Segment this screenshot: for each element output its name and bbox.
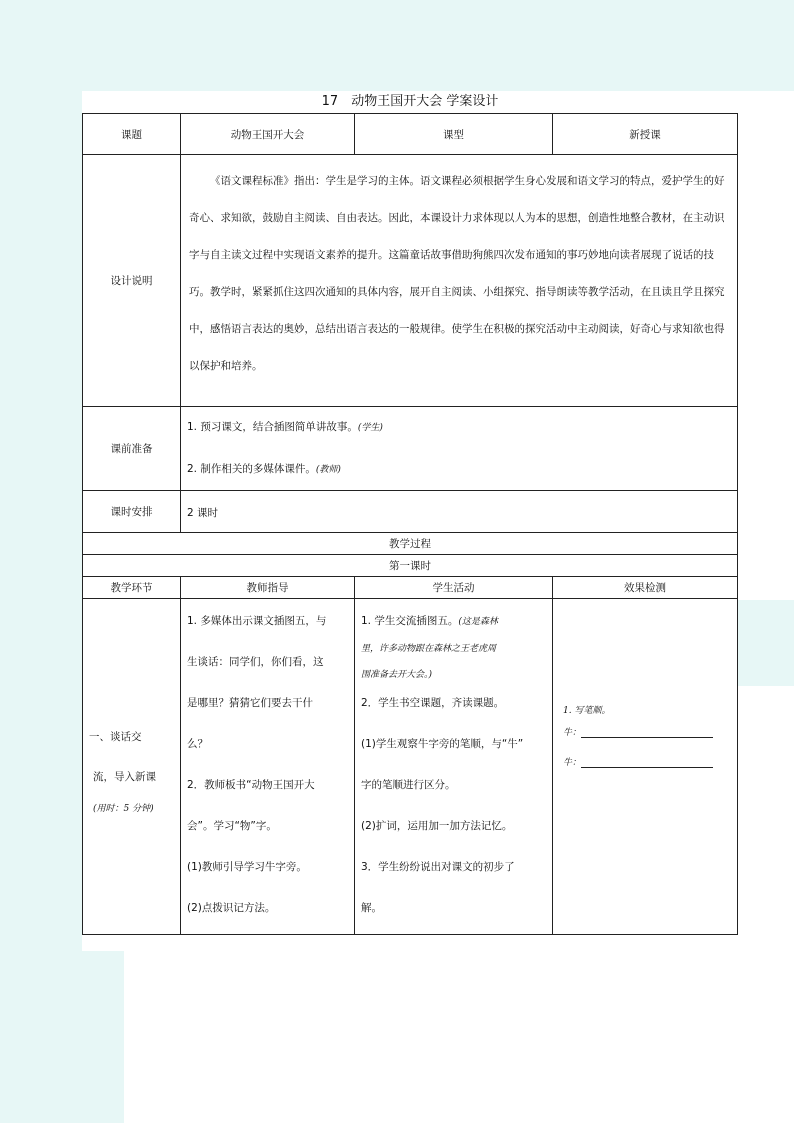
student-cell bbox=[354, 599, 552, 935]
check-niu-1 bbox=[563, 725, 713, 738]
schedule-label: 课时安排 bbox=[82, 491, 180, 533]
student-line-1 bbox=[361, 613, 498, 628]
answer-blank-1[interactable] bbox=[581, 727, 713, 738]
stage-time: (用时：5 分钟) bbox=[93, 804, 154, 814]
document-page bbox=[82, 91, 738, 951]
teacher-line-1: 1. 多媒体出示课文插图五，与 bbox=[187, 615, 327, 627]
student-line-1-note: (这是森林 bbox=[458, 617, 498, 627]
prep-item-1-note: (学生) bbox=[357, 423, 383, 433]
student-line-6: 字的笔顺进行区分。 bbox=[361, 779, 456, 791]
schedule-value: 2 课时 bbox=[187, 507, 219, 519]
student-line-7: (2)扩词，运用加一加方法记忆。 bbox=[361, 820, 513, 832]
stage-cell bbox=[82, 599, 180, 935]
check-cell bbox=[552, 599, 738, 935]
page-margin-top bbox=[0, 0, 794, 91]
design-label: 设计说明 bbox=[82, 155, 180, 407]
teacher-line-6: 会”。学习“物”字。 bbox=[187, 820, 277, 832]
topic-label: 课题 bbox=[82, 113, 180, 155]
check-title: 1. 写笔顺。 bbox=[563, 706, 611, 716]
teacher-cell bbox=[180, 599, 354, 935]
prep-item-2-note: (教师) bbox=[315, 465, 341, 475]
check-niu-2 bbox=[563, 755, 713, 768]
stage-line-1: 一、谈话交 bbox=[89, 731, 142, 743]
teacher-line-2: 生谈话：同学们，你们看，这 bbox=[187, 656, 324, 668]
prep-item-2-text: 2. 制作相关的多媒体课件。 bbox=[187, 463, 316, 475]
type-label: 课型 bbox=[354, 113, 552, 155]
student-line-9: 解。 bbox=[361, 902, 382, 914]
prep-cell bbox=[180, 407, 738, 491]
column-header-teacher: 教师指导 bbox=[180, 577, 354, 599]
prep-item-1 bbox=[187, 419, 383, 434]
topic-value: 动物王国开大会 bbox=[180, 113, 354, 155]
teacher-line-7: (1)教师引导学习牛字旁。 bbox=[187, 861, 307, 873]
process-title: 教学过程 bbox=[82, 533, 738, 555]
student-line-1-text: 1. 学生交流插图五。 bbox=[361, 615, 459, 627]
teacher-line-4: 么？ bbox=[187, 738, 208, 750]
design-cell bbox=[180, 155, 738, 407]
design-text: 《语文课程标准》指出：学生是学习的主体。语文课程必须根据学生身心发展和语文学习的特点，爱护学生的好奇心、求知欲，鼓励自主阅读、自由表达。因此，本课设计力求体现以人为本的思想，创造性地整合教材，在主动识字与自主读文过程中实现语文素养的提升。这篇童话故事借助狗熊四次发布通知的事巧妙地向读者展现了说话的技巧。教学时，紧紧抓住这四次通知的具体内容，展开自主阅读、小组探究、指导朗读等教学活动，在且读且学且探究中，感悟语言表达的奥妙，总结出语言表达的一般规律。使学生在积极的探究活动中主动阅读，好奇心与求知欲也得以保护和培养。 bbox=[189, 175, 725, 372]
stage-line-2: 流，导入新课 bbox=[93, 771, 156, 783]
teacher-line-5: 2．教师板书“动物王国开大 bbox=[187, 779, 315, 791]
student-line-3: 围准备去开大会。) bbox=[361, 670, 433, 680]
prep-label: 课前准备 bbox=[82, 407, 180, 491]
lesson-title: 第一课时 bbox=[82, 555, 738, 577]
page-margin-right bbox=[738, 600, 794, 686]
student-line-5: (1)学生观察牛字旁的笔顺，与“牛” bbox=[361, 738, 524, 750]
prep-item-1-text: 1. 预习课文，结合插图简单讲故事。 bbox=[187, 421, 358, 433]
column-header-student: 学生活动 bbox=[354, 577, 552, 599]
schedule-cell bbox=[180, 491, 738, 533]
answer-blank-2[interactable] bbox=[581, 757, 713, 768]
teacher-line-3: 是哪里？猜猜它们要去干什 bbox=[187, 697, 313, 709]
prep-item-2 bbox=[187, 461, 341, 476]
student-line-2: 里，许多动物跟在森林之王老虎周 bbox=[361, 644, 497, 654]
check-niu-2-label: 牛： bbox=[563, 758, 582, 768]
student-line-4: 2．学生书空课题，齐读课题。 bbox=[361, 697, 505, 709]
teacher-line-8: (2)点拨识记方法。 bbox=[187, 902, 276, 914]
type-value: 新授课 bbox=[552, 113, 738, 155]
column-header-stage: 教学环节 bbox=[82, 577, 180, 599]
column-header-check: 效果检测 bbox=[552, 577, 738, 599]
student-line-8: 3．学生纷纷说出对课文的初步了 bbox=[361, 861, 515, 873]
document-title: 17 动物王国开大会 学案设计 bbox=[321, 94, 499, 109]
check-niu-1-label: 牛： bbox=[563, 728, 582, 738]
